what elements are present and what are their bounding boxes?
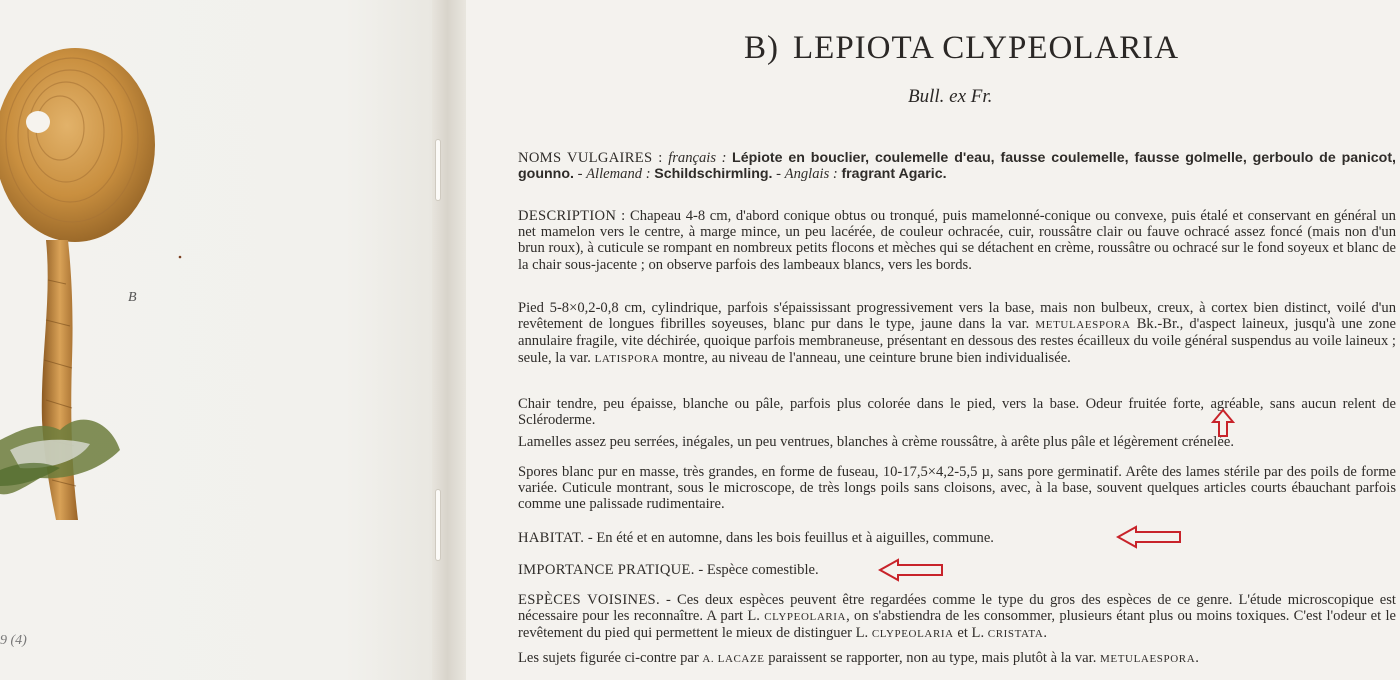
left-arrow-icon-importance bbox=[878, 558, 944, 582]
species-cristata: CRISTATA bbox=[987, 628, 1044, 641]
var-latispora: LATISPORA bbox=[594, 352, 660, 365]
fr-names: Lépiote en bouclier, coulemelle d'eau, fausse coulemelle, fausse golmelle, gerboulo de panicot, gounno. bbox=[518, 150, 1396, 183]
title-letter: B) bbox=[744, 30, 779, 66]
author-citation: Bull. ex Fr. bbox=[908, 86, 993, 107]
lamelles-paragraph: Lamelles assez peu serrées, inégales, un peu ventrues, blanches à crème roussâtre, à arête plus pâle et légèrement crénelée. bbox=[518, 434, 1234, 450]
importance-text: - Espèce comestible. bbox=[698, 562, 819, 578]
mushroom-cap bbox=[0, 48, 155, 242]
sujets-paragraph bbox=[518, 650, 1396, 667]
noms-vulgaires-paragraph: NOMS VULGAIRES : français : Lépiote en bouclier, coulemelle d'eau, fausse coulemelle, fausse golmelle, gerboulo de panicot, gounno. - Allemand : Schildschirmling. - Anglais : fragrant Agaric. bbox=[518, 150, 1396, 183]
voisines-text-b: , on s'abstiendra de les consommer, plusieurs étant plus ou moins toxiques. C'est l'odeur et le revêtement du pied qui permettent le mieux de distinguer L. bbox=[518, 608, 1396, 642]
description-label: DESCRIPTION : bbox=[518, 208, 626, 224]
habitat-paragraph bbox=[518, 530, 1396, 546]
page-title bbox=[744, 30, 1179, 67]
var-metulaespora: METULAESPORA bbox=[1035, 319, 1131, 332]
pied-text-c: montre, au niveau de l'anneau, une ceinture brune bien individualisée. bbox=[662, 349, 1071, 366]
voisines-text-a: - Ces deux espèces peuvent être regardées comme le type du gros des espèces de ce genre. L'étude microscopique est nécessaire pour les reconnaître. A part L. bbox=[518, 592, 1396, 625]
cap-hole bbox=[26, 111, 50, 133]
species-title: LEPIOTA CLYPEOLARIA bbox=[793, 30, 1180, 66]
stitch-bottom bbox=[436, 490, 440, 560]
de-names: Schildschirmling. bbox=[654, 166, 773, 183]
pied-text-a: Pied 5-8×0,2-0,8 cm, cylindrique, parfois s'épaississant progressivement vers la base, mais non bulbeux, creux, à cortex bien distinct, voilé d'un revêtement de longues fibrilles soyeuses, blanc pur dans le type, jaune dans la var. bbox=[518, 300, 1396, 333]
sujets-var: METULAESPORA bbox=[1100, 653, 1196, 665]
sujets-text-b: paraissent se rapporter, non au type, mais plutôt à la var. bbox=[768, 650, 1097, 666]
de-label: Allemand : bbox=[586, 166, 651, 183]
left-arrow-icon-habitat bbox=[1116, 525, 1182, 549]
fr-label: français : bbox=[668, 150, 727, 166]
species-clypeolaria-1: CLYPEOLARIA bbox=[764, 611, 847, 624]
artist-name: A. LACAZE bbox=[702, 653, 765, 665]
species-clypeolaria-2: CLYPEOLARIA bbox=[871, 628, 954, 641]
habitat-text: - En été et en automne, dans les bois feuillus et à aiguilles, commune. bbox=[587, 530, 994, 546]
stitch-top bbox=[436, 140, 440, 200]
importance-paragraph bbox=[518, 562, 1396, 578]
voisines-text-c: et L. bbox=[957, 625, 985, 642]
pied-paragraph bbox=[518, 300, 1396, 367]
en-names: fragrant Agaric. bbox=[841, 166, 947, 183]
habitat-label: HABITAT. bbox=[518, 530, 585, 546]
en-label: Anglais : bbox=[784, 166, 838, 183]
importance-label: IMPORTANCE PRATIQUE. bbox=[518, 562, 695, 578]
chapeau-text: Chapeau 4-8 cm, d'abord conique obtus ou tronqué, puis mamelonné-conique ou convexe, puis étalé et conservant en général un net mamelon vers le centre, à marge mince, un peu lacérée, de couleur ochracée, cuir, roussâtre clair ou fauve ochracé assez foncé (mais non d'un brun roux), à cuticule se rompant en nombreux petits flocons et mèches qui se détachent en crème, roussâtre ou ochracé sur le fond soyeux et blanc de la chair sous-jacente ; on observe parfois des lambeaux blancs, vers les bords. bbox=[518, 208, 1396, 273]
book-gutter bbox=[432, 0, 466, 680]
pied-text-b: Bk.-Br., d'aspect laineux, jusqu'à une zone annulaire fragile, vite déchirée, quoique parfois membraneuse, présentant en dessous des restes écailleux du voile général suspendus au voile laineux ; seule, la var. bbox=[518, 316, 1397, 366]
sujets-text-a: Les sujets figurée ci-contre par bbox=[518, 650, 699, 666]
left-page bbox=[0, 0, 432, 680]
especes-voisines-paragraph bbox=[518, 592, 1396, 643]
noms-label: NOMS VULGAIRES : bbox=[518, 150, 663, 166]
mushroom-illustration bbox=[0, 0, 432, 680]
up-arrow-icon bbox=[1211, 408, 1235, 438]
description-paragraph bbox=[518, 208, 1396, 273]
spores-paragraph: Spores blanc pur en masse, très grandes, en forme de fuseau, 10-17,5×4,2-5,5 µ, sans pore germinatif. Arête des lames stérile par des poils de forme variée. Cuticule montrant, sous le microscope, de très longs poils sans cloisons, avec, à la base, souvent quelques articles courts ébauchant parfois comme une palissade rudimentaire. bbox=[518, 464, 1396, 513]
voisines-text-d: . bbox=[1043, 625, 1048, 642]
sujets-text-c: . bbox=[1195, 650, 1199, 666]
voisines-label: ESPÈCES VOISINES. bbox=[518, 592, 660, 608]
plate-number: 9 (4) bbox=[0, 633, 27, 648]
chair-paragraph: Chair tendre, peu épaisse, blanche ou pâle, parfois plus colorée dans le pied, vers la base. Odeur fruitée forte, agréable, sans aucun relent de Scléroderme. bbox=[518, 396, 1396, 429]
plate-letter: B bbox=[128, 290, 137, 305]
